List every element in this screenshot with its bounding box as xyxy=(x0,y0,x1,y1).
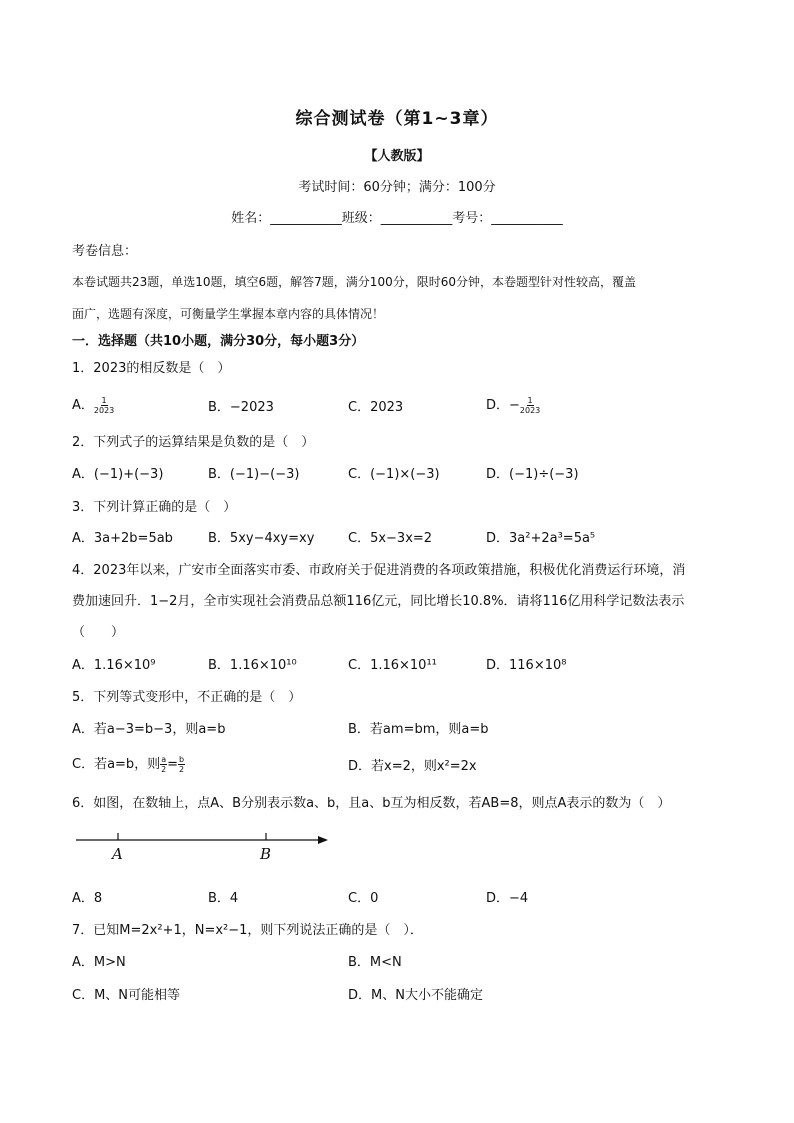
question-6-option-d: D．−4 xyxy=(486,891,529,906)
question-2-stem: 2．下列式子的运算结果是负数的是（ ） xyxy=(72,435,315,450)
point-b-label: B xyxy=(260,845,272,863)
question-3-option-a: A．3a+2b=5ab xyxy=(72,531,173,546)
question-1-stem: 1．2023的相反数是（ ） xyxy=(72,361,231,376)
question-7-option-c: C．M、N可能相等 xyxy=(72,988,181,1003)
number-line-figure xyxy=(72,826,342,866)
question-5-option-b: B．若am=bm，则a=b xyxy=(348,722,489,737)
question-3-stem: 3．下列计算正确的是（ ） xyxy=(72,500,237,515)
question-5-option-c: C．若a=b，则 $\frac{a}{2}$ = $\frac{b}{2}$ xyxy=(72,755,185,774)
notes-line-1: 本卷试题共23题，单选10题，填空6题，解答7题，满分100分，限时60分钟，本卷题型针对性较高，覆盖 xyxy=(72,275,636,289)
question-2-option-d: D．(−1)÷(−3) xyxy=(486,467,579,482)
question-5-option-a: A．若a−3=b−3，则a=b xyxy=(72,722,226,737)
notes-heading: 考卷信息： xyxy=(72,244,138,259)
question-4-option-d: D．116×10⁸ xyxy=(486,658,567,673)
question-6-option-b: B．4 xyxy=(208,891,239,906)
question-6-option-c: C．0 xyxy=(348,891,379,906)
question-1-option-d: D．− $\frac{1}{2023}$ xyxy=(486,396,541,415)
question-6-option-a: A．8 xyxy=(72,891,103,906)
page-title: 综合测试卷（第1~3章） xyxy=(295,109,499,129)
question-4-option-a: A．1.16×10⁹ xyxy=(72,658,156,673)
question-6-stem: 6．如图，在数轴上，点A、B分别表示数a、b，且a、b互为相反数，若AB=8，则点A表示的数为（ ） xyxy=(72,796,671,811)
question-1-option-b: B．−2023 xyxy=(208,400,274,415)
question-7-stem: 7．已知M=2x²+1，N=x²−1，则下列说法正确的是（ ）． xyxy=(72,923,423,938)
question-1-option-a: A． $\frac{1}{2023}$ xyxy=(72,396,115,415)
exam-info: 考试时间：60分钟；满分：100分 xyxy=(298,180,496,195)
question-7-option-d: D．M、N大小不能确定 xyxy=(348,988,483,1003)
question-4-line-2: 费加速回升．1−2月，全市实现社会消费品总额116亿元，同比增长10.8%．请将116亿用科学记数法表示 xyxy=(72,594,685,609)
question-4-line-3: （ ） xyxy=(72,625,125,640)
edition-label: 【人教版】 xyxy=(364,149,430,164)
question-5-option-d: D．若x=2，则x²=2x xyxy=(348,759,477,774)
question-2-option-c: C．(−1)×(−3) xyxy=(348,467,440,482)
question-1-option-c: C．2023 xyxy=(348,400,404,415)
question-4-line-1: 4．2023年以来，广安市全面落实市委、市政府关于促进消费的各项政策措施，积极优化消费运行环境，消 xyxy=(72,563,686,578)
point-a-label: A xyxy=(112,845,123,863)
question-2-option-a: A．(−1)+(−3) xyxy=(72,467,164,482)
question-3-option-d: D．3a²+2a³=5a⁵ xyxy=(486,531,596,546)
question-2-option-b: B．(−1)−(−3) xyxy=(208,467,300,482)
question-4-option-c: C．1.16×10¹¹ xyxy=(348,658,437,673)
question-5-stem: 5．下列等式变形中，不正确的是（ ） xyxy=(72,690,302,705)
question-3-option-c: C．5x−3x=2 xyxy=(348,531,433,546)
notes-line-2: 面广，选题有深度，可衡量学生掌握本章内容的具体情况！ xyxy=(72,307,385,321)
section-1-heading: 一．选择题（共10小题，满分30分，每小题3分） xyxy=(72,334,365,349)
question-7-option-a: A．M>N xyxy=(72,955,126,970)
question-7-option-b: B．M<N xyxy=(348,955,402,970)
number-line-arrow xyxy=(318,836,328,844)
question-4-option-b: B．1.16×10¹⁰ xyxy=(208,658,297,673)
question-3-option-b: B．5xy−4xy=xy xyxy=(208,531,315,546)
student-fields: 姓名：___________班级：___________考号：___________ xyxy=(231,211,563,226)
